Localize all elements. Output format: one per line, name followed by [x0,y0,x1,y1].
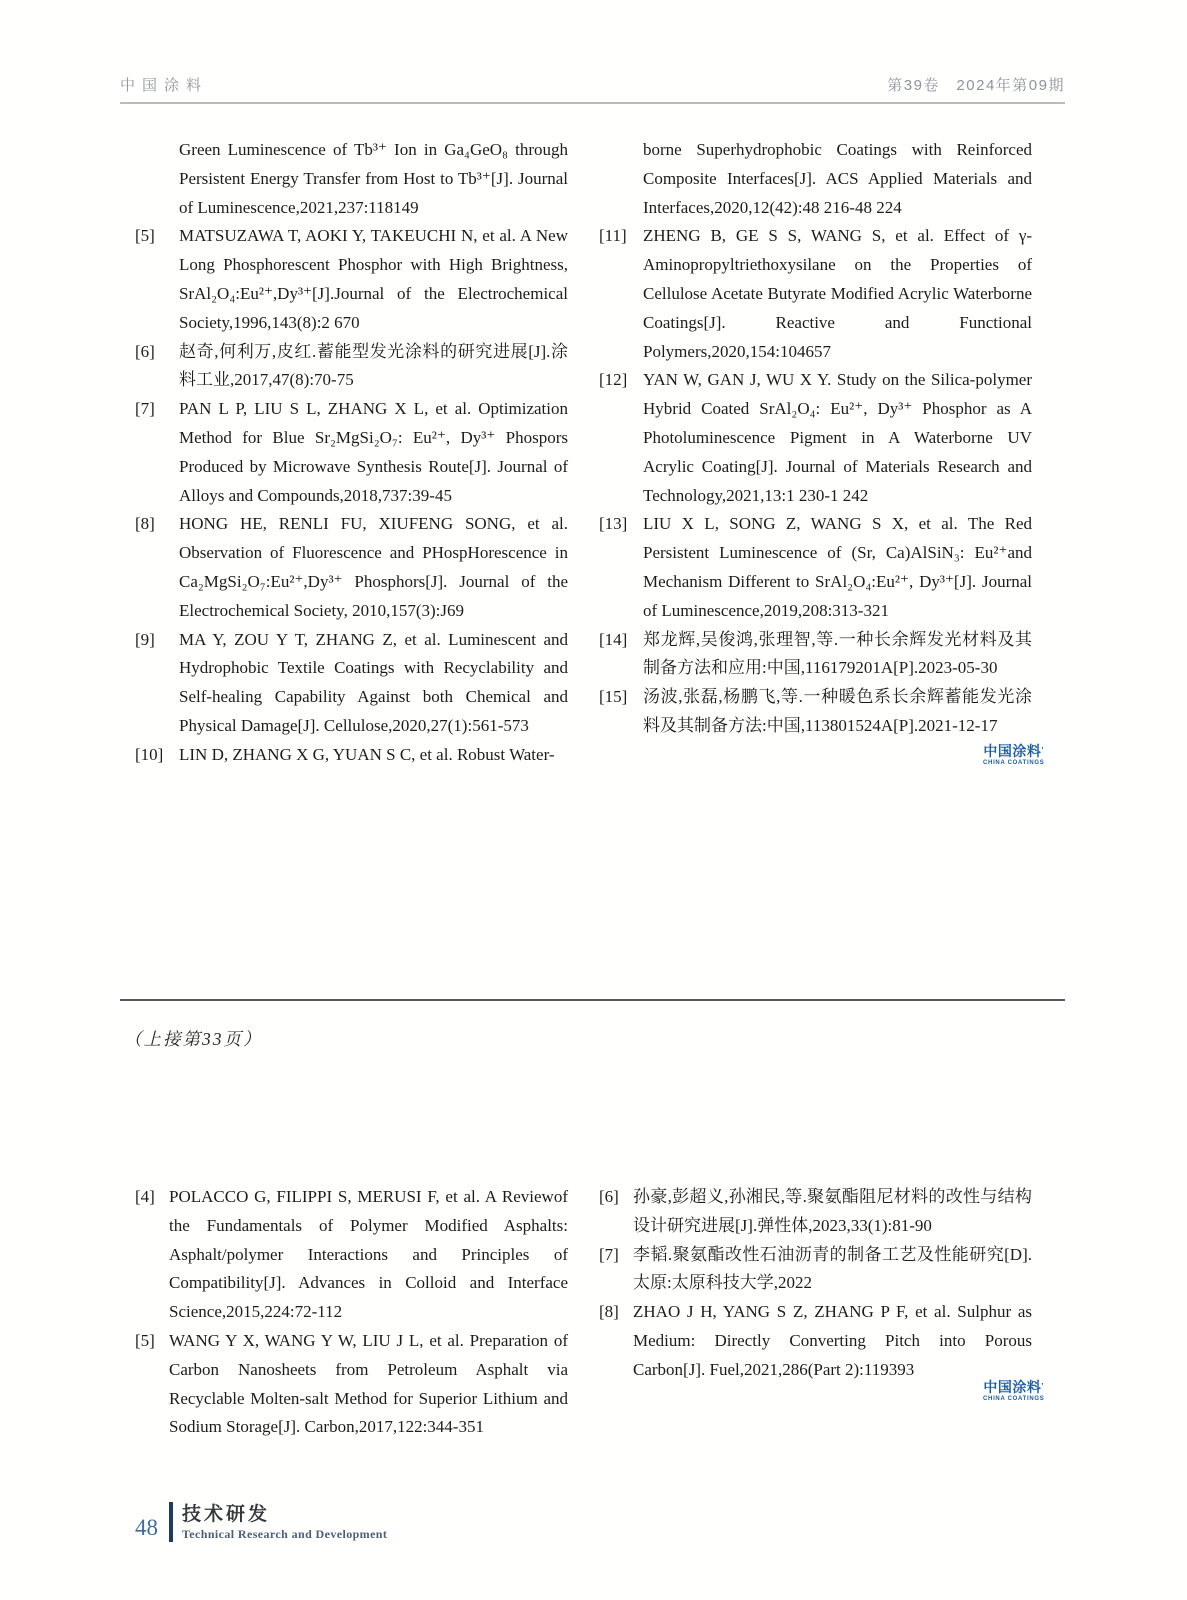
reference-text: 汤波,张磊,杨鹏飞,等.一种暖色系长余辉蓄能发光涂料及其制备方法:中国,113801524A[P].2021-12-17 [643,687,1032,735]
reference-number: [5] [135,1330,155,1350]
footer-section-subtitle: Technical Research and Development [182,1526,388,1541]
reference-text: WANG Y X, WANG Y W, LIU J L, et al. Preparation of Carbon Nanosheets from Petroleum Asphalt via Recyclable Molten-salt Method for Superior Lithium and Sodium Storage[J]. Carbon,2017,122:344-351 [169,1330,568,1437]
references-bottom-column-right [599,1183,1032,1442]
reference-number: [8] [599,1302,619,1322]
reference-text: LIU X L, SONG Z, WANG S X, et al. The Red Persistent Luminescence of (Sr, Ca)AlSiN₃: Eu²⁺and Mechanism Different to SrAl₂O₄:Eu²⁺, Dy³⁺[J]. Journal of Luminescence,2019,208:313-321 [643,514,1032,620]
reference-text: 李韬.聚氨酯改性石油沥青的制备工艺及性能研究[D].太原:太原科技大学,2022 [633,1244,1032,1293]
reference-number [599,136,643,222]
reference-number: [6] [599,1187,619,1206]
reference-text: HONG HE, RENLI FU, XIUFENG SONG, et al. Observation of Fluorescence and PHospHorescence in Ca₂MgSi₂O₇:Eu²⁺,Dy³⁺ Phosphors[J]. Journal of the Electrochemical Society, 2010,157(3):J69 [179,514,568,620]
logo-cn-text [983,1380,1044,1394]
reference-number: [10] [135,744,164,764]
reference-number: [8] [135,514,155,534]
reference-item [135,338,568,396]
references-section-bottom [135,1183,1032,1442]
references-top-column-left [135,136,568,770]
continuation-note: （上接第33页） [124,1029,263,1049]
reference-number: [11] [599,226,627,246]
reference-text: borne Superhydrophobic Coatings with Reinforced Composite Interfaces[J]. ACS Applied Materials and Interfaces,2020,12(42):48 216-48 224 [643,140,1032,217]
reference-text: YAN W, GAN J, WU X Y. Study on the Silica-polymer Hybrid Coated SrAl₂O₄: Eu²⁺, Dy³⁺ Phosphor as A Photoluminescence Pigment in A Waterborne UV Acrylic Coating[J]. Journal of Materials Research and Technology,2021,13:1 230-1 242 [643,370,1032,505]
reference-item [135,136,568,222]
logo-cn-label: 中国涂料 [983,1379,1042,1395]
reference-item [135,1183,568,1327]
reference-text: PAN L P, LIU S L, ZHANG X L, et al. Optimization Method for Blue Sr₂MgSi₂O₇: Eu²⁺, Dy³⁺ Phospors Produced by Microwave Synthesis Route[J]. Journal of Alloys and Compounds,2018,737:39-45 [179,399,568,505]
reference-text: LIN D, ZHANG X G, YUAN S C, et al. Robust Water- [179,744,555,764]
reference-number: [7] [135,399,155,419]
logo-cn-text [983,744,1044,758]
reference-text: 孙豪,彭超义,孙湘民,等.聚氨酯阻尼材料的改性与结构设计研究进展[J].弹性体,2023,33(1):81-90 [633,1187,1032,1235]
footer-section [182,1502,387,1542]
reference-item [599,510,1032,625]
china-coatings-logo [983,1380,1044,1402]
reference-number: [7] [599,1244,619,1264]
section-divider [120,999,1065,1001]
reference-item [135,222,568,337]
reference-item [599,683,1032,741]
reference-text: ZHAO J H, YANG S Z, ZHANG P F, et al. Sulphur as Medium: Directly Converting Pitch into Porous Carbon[J]. Fuel,2021,286(Part 2):119393 [633,1302,1032,1379]
reference-item [599,222,1032,366]
references-section-top [135,136,1032,770]
reference-number: [15] [599,687,628,707]
reference-text: MATSUZAWA T, AOKI Y, TAKEUCHI N, et al. A New Long Phosphorescent Phosphor with High Brightness, SrAl₂O₄:Eu²⁺,Dy³⁺[J].Journal of the Electrochemical Society,1996,143(8):2 670 [179,226,568,332]
reference-text: POLACCO G, FILIPPI S, MERUSI F, et al. A Reviewof the Fundamentals of Polymer Modified Asphalts: Asphalt/polymer Interactions and Principles of Compatibility[J]. Advances in Colloid and Interface Science,2015,224:72-112 [169,1187,568,1322]
logo-en-text: CHINA COATINGS [983,760,1045,766]
reference-item [599,626,1032,684]
logo-trademark-mark: ’ [1041,746,1045,755]
page-header [120,74,1065,104]
reference-number: [5] [135,226,155,246]
reference-number: [9] [135,629,155,649]
reference-text: ZHENG B, GE S S, WANG S, et al. Effect of γ-Aminopropyltriethoxysilane on the Properties of Cellulose Acetate Butyrate Modified Acrylic Waterborne Coatings[J]. Reactive and Functional Polymers,2020,154:104657 [643,226,1032,361]
page-footer [135,1502,387,1542]
reference-item [599,366,1032,510]
logo-trademark-mark: ’ [1041,1382,1045,1391]
reference-item [599,1298,1032,1384]
reference-item [135,741,568,770]
footer-section-title: 技术研发 [182,1503,271,1525]
reference-item [599,136,1032,222]
reference-item [599,1183,1032,1241]
reference-number: [14] [599,629,628,649]
reference-text: 郑龙辉,吴俊鸿,张理智,等.一种长余辉发光材料及其制备方法和应用:中国,116179201A[P].2023-05-30 [643,629,1032,678]
logo-en-text: CHINA COATINGS [983,1396,1045,1402]
logo-cn-label: 中国涂料 [983,743,1042,759]
reference-text: MA Y, ZOU Y T, ZHANG Z, et al. Luminescent and Hydrophobic Textile Coatings with Recyclability and Self-healing Capability Against both Chemical and Physical Damage[J]. Cellulose,2020,27(1):561-573 [179,629,568,735]
footer-divider-bar [169,1502,173,1542]
reference-item [135,510,568,625]
references-bottom-column-left [135,1183,568,1442]
references-top-column-right [599,136,1032,770]
reference-text: 赵奇,何利万,皮红.蓄能型发光涂料的研究进展[J].涂料工业,2017,47(8):70-75 [179,341,568,390]
reference-number: [4] [135,1187,155,1206]
page-number: 48 [135,1515,158,1540]
reference-number: [6] [135,341,155,361]
reference-item [135,626,568,741]
reference-item [599,1241,1032,1299]
reference-text: Green Luminescence of Tb³⁺ Ion in Ga₄GeO₈ through Persistent Energy Transfer from Host to Tb³⁺[J]. Journal of Luminescence,2021,237:118149 [179,140,568,217]
china-coatings-logo [983,744,1044,766]
reference-item [135,395,568,510]
reference-number: [12] [599,370,628,390]
journal-name: 中国涂料 [120,77,209,94]
reference-number [135,136,179,222]
reference-item [135,1327,568,1442]
reference-number: [13] [599,514,628,534]
issue-info: 第39卷 2024年第09期 [887,77,1065,94]
